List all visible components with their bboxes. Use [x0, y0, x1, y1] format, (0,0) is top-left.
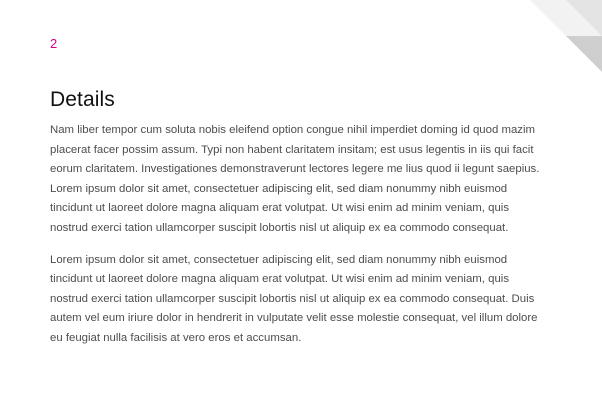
- corner-decoration: [530, 0, 602, 72]
- body-content: [50, 121, 540, 361]
- body-paragraph: Lorem ipsum dolor sit amet, consectetuer adipiscing elit, sed diam nonummy nibh euismod tincidunt ut laoreet dolore magna aliquam erat volutpat. Ut wisi enim ad minim veniam, quis nostrud exerci tation ullamcorper suscipit lobortis nisl ut aliquip ex ea commodo consequat. Duis autem vel eum iriure dolor in hendrerit in vulputate velit esse molestie consequat, vel illum dolore eu feugiat nulla facilisis at vero eros et accumsan.: [50, 253, 538, 344]
- page-number: 2: [50, 36, 58, 51]
- body-paragraph: Nam liber tempor cum soluta nobis eleifend option congue nihil imperdiet doming id quod mazim placerat facer possim assum. Typi non habent claritatem insitam; est usus legentis in iis qui facit eorum claritatem. Investigationes demonstraverunt lectores legere me lius quod ii legunt saepius. Lorem ipsum dolor sit amet, consectetuer adipiscing elit, sed diam nonummy nibh euismod tincidunt ut laoreet dolore magna aliquam erat volutpat. Ut wisi enim ad minim veniam, quis nostrud exerci tation ullamcorper suscipit lobortis nisl ut aliquip ex ea commodo consequat.: [50, 124, 540, 234]
- corner-shape-dark: [566, 36, 602, 72]
- section-heading: Details: [50, 88, 115, 111]
